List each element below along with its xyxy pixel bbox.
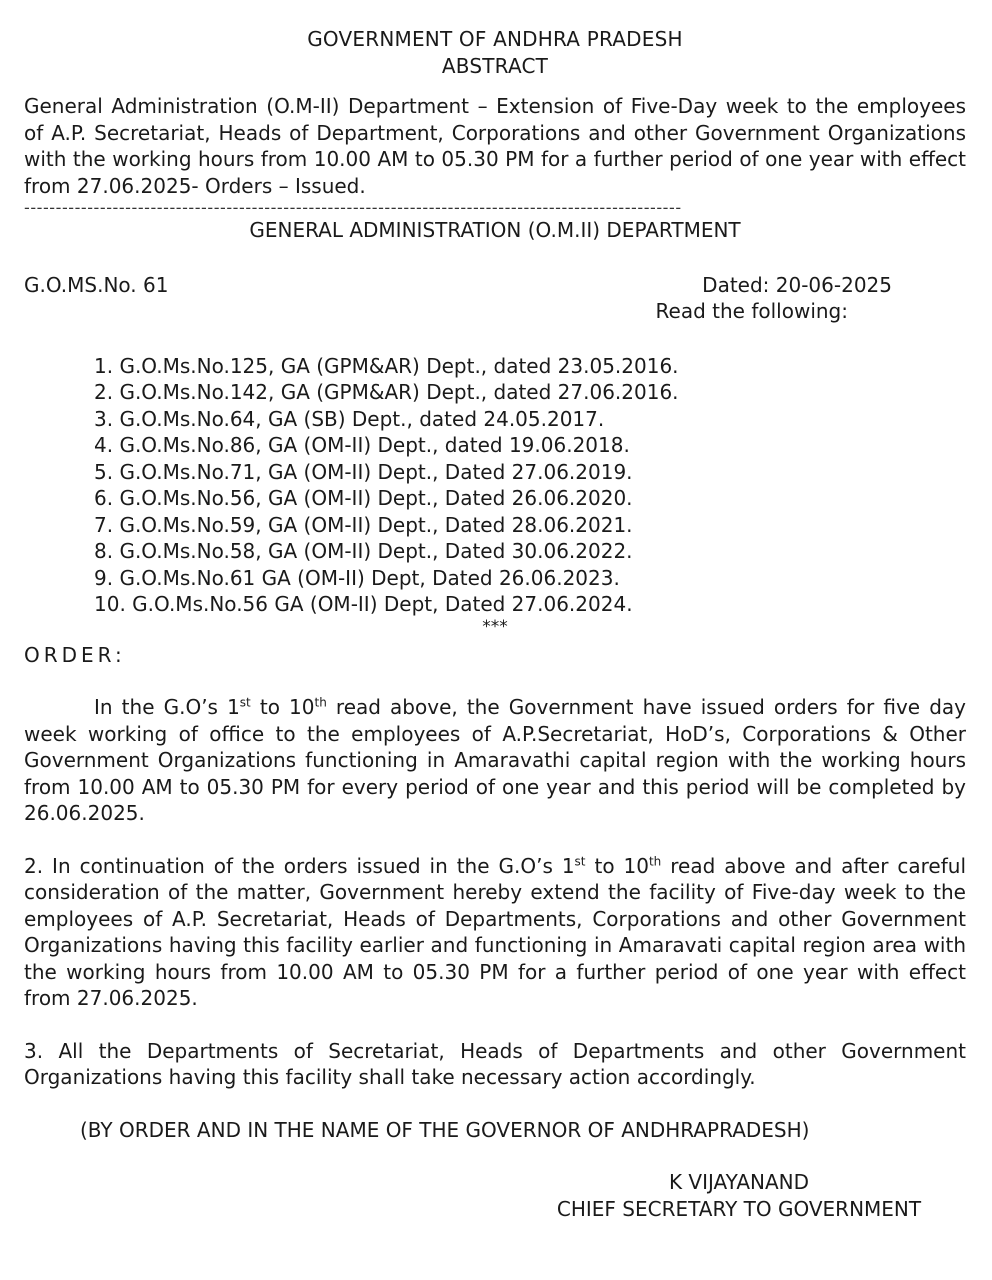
reference-item: 3. G.O.Ms.No.64, GA (SB) Dept., dated 24.05.2017. — [94, 406, 605, 431]
abstract-heading: ABSTRACT — [441, 53, 549, 78]
reference-item: 8. G.O.Ms.No.58, GA (OM-II) Dept., Dated 30.06.2022. — [94, 539, 633, 563]
reference-item: 9. G.O.Ms.No.61 GA (OM-II) Dept, Dated 26.06.2023. — [94, 565, 620, 590]
subject-paragraph: General Administration (O.M-II) Department – Extension of Five-Day week to the employees of A.P. Secretariat, Heads of Department, Corporations and other Government Organizations with the working hours from 10.00 AM to 05.30 PM for a further period of one year with effect from 27.06.2025- Orders – Issued. — [24, 94, 966, 198]
department-heading: GENERAL ADMINISTRATION (O.M.II) DEPARTMENT — [249, 218, 741, 242]
reference-item: 7. G.O.Ms.No.59, GA (OM-II) Dept., Dated 28.06.2021. — [94, 512, 633, 537]
para2-sup-2: th — [648, 853, 662, 868]
reference-item: 10. G.O.Ms.No.56 GA (OM-II) Dept, Dated 27.06.2024. — [94, 592, 633, 616]
references-list — [24, 353, 966, 618]
para1-text-a: In the G.O’s 1 — [94, 695, 240, 719]
order-label: ORDER: — [24, 642, 126, 667]
reference-item: 5. G.O.Ms.No.71, GA (OM-II) Dept., Dated 27.06.2019. — [94, 459, 633, 484]
signatory-title: CHIEF SECRETARY TO GOVERNMENT — [556, 1196, 922, 1221]
read-following-label: Read the following: — [655, 299, 848, 323]
signature-block — [530, 1169, 948, 1222]
order-paragraph-1 — [24, 694, 966, 827]
reference-item: 6. G.O.Ms.No.56, GA (OM-II) Dept., Dated 26.06.2020. — [94, 486, 633, 510]
para2-text-a: 2. In continuation of the orders issued in the G.O’s 1 — [24, 853, 575, 878]
reference-item: 4. G.O.Ms.No.86, GA (OM-II) Dept., dated 19.06.2018. — [94, 433, 630, 457]
government-heading: GOVERNMENT OF ANDHRA PRADESH — [307, 27, 683, 51]
order-paragraph-3: 3. All the Departments of Secretariat, Heads of Departments and other Government Organizations having this facility shall take necessary action accordingly. — [24, 1038, 966, 1089]
reference-item: 1. G.O.Ms.No.125, GA (GPM&AR) Dept., dated 23.05.2016. — [94, 353, 679, 378]
para1-sup-1: st — [239, 695, 251, 710]
signatory-name: K VIJAYANAND — [668, 1170, 810, 1194]
para1-text-c: read above, the Government have issued orders for five day week working of office to the employees of A.P.Secretariat, HoD’s, Corporations & Other Government Organizations functioning in Amaravathi capital region with the working hours from 10.00 AM to 05.30 PM for every period of one year and this period will be completed by 26.06.2025. — [24, 695, 966, 825]
order-paragraph-2 — [24, 853, 966, 1012]
para2-sup-1: st — [574, 853, 586, 868]
reference-item: 2. G.O.Ms.No.142, GA (GPM&AR) Dept., dated 27.06.2016. — [94, 380, 679, 404]
separator-line: -------------------------------------------------------------------------------------------------------- — [24, 201, 682, 215]
para1-sup-2: th — [314, 695, 327, 710]
para2-text-b: to 10 — [585, 853, 649, 878]
governor-line: (BY ORDER AND IN THE NAME OF THE GOVERNOR OF ANDHRAPRADESH) — [80, 1117, 810, 1142]
go-number: G.O.MS.No. 61 — [24, 272, 169, 297]
go-meta-row — [24, 272, 966, 299]
para1-text-b: to 10 — [250, 695, 315, 719]
para2-text-c: read above and after careful consideration of the matter, Government hereby extend the facility of Five-day week to the employees of A.P. Secretariat, Heads of Departments, Corporations and other Government Organizations having this facility earlier and functioning in Amaravati capital region area with the working hours from 10.00 AM to 05.30 PM for a further period of one year with effect from 27.06.2025. — [24, 853, 966, 1010]
go-date: Dated: 20-06-2025 — [702, 272, 892, 297]
section-stars: *** — [482, 616, 508, 637]
